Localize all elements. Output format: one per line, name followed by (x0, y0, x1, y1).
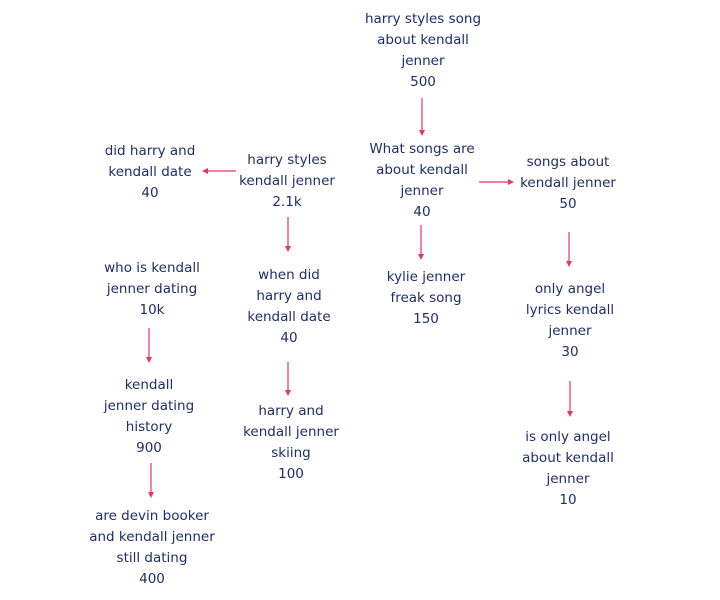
arrow-when-did-to-skiing (285, 362, 291, 396)
node-devin-booker: are devin booker and kendall jenner still dating 400 (89, 508, 215, 587)
arrow-only-angel-to-is-only-angel (567, 381, 573, 417)
node-kylie-freak: kylie jenner freak song 150 (386, 269, 466, 327)
node-harry-styles-kendall: harry styles kendall jenner 2.1k (239, 152, 335, 210)
node-songs-about: songs about kendall jenner 50 (520, 154, 616, 212)
node-root: harry styles song about kendall jenner 500 (364, 11, 482, 90)
arrow-what-songs-to-kylie (418, 225, 424, 260)
node-skiing: harry and kendall jenner skiing 100 (243, 403, 339, 482)
node-only-angel-lyrics: only angel lyrics kendall jenner 30 (525, 281, 615, 360)
arrow-what-songs-to-songs-about (479, 179, 514, 185)
node-who-is-dating: who is kendall jenner dating 10k (104, 260, 200, 318)
arrow-history-to-devin-booker (148, 463, 154, 498)
arrow-who-is-dating-to-history (146, 328, 152, 363)
arrow-songs-about-to-only-angel (566, 232, 572, 267)
node-is-only-angel: is only angel about kendall jenner 10 (522, 429, 614, 508)
node-dating-history: kendall jenner dating history 900 (103, 377, 195, 456)
node-what-songs: What songs are about kendall jenner 40 (369, 141, 475, 220)
arrow-harry-styles-to-did-harry (202, 168, 236, 174)
node-did-harry-date: did harry and kendall date 40 (104, 143, 196, 201)
arrow-root-to-what-songs (419, 98, 425, 136)
arrow-harry-styles-to-when-did (285, 217, 291, 252)
node-when-did-date: when did harry and kendall date 40 (247, 267, 331, 346)
